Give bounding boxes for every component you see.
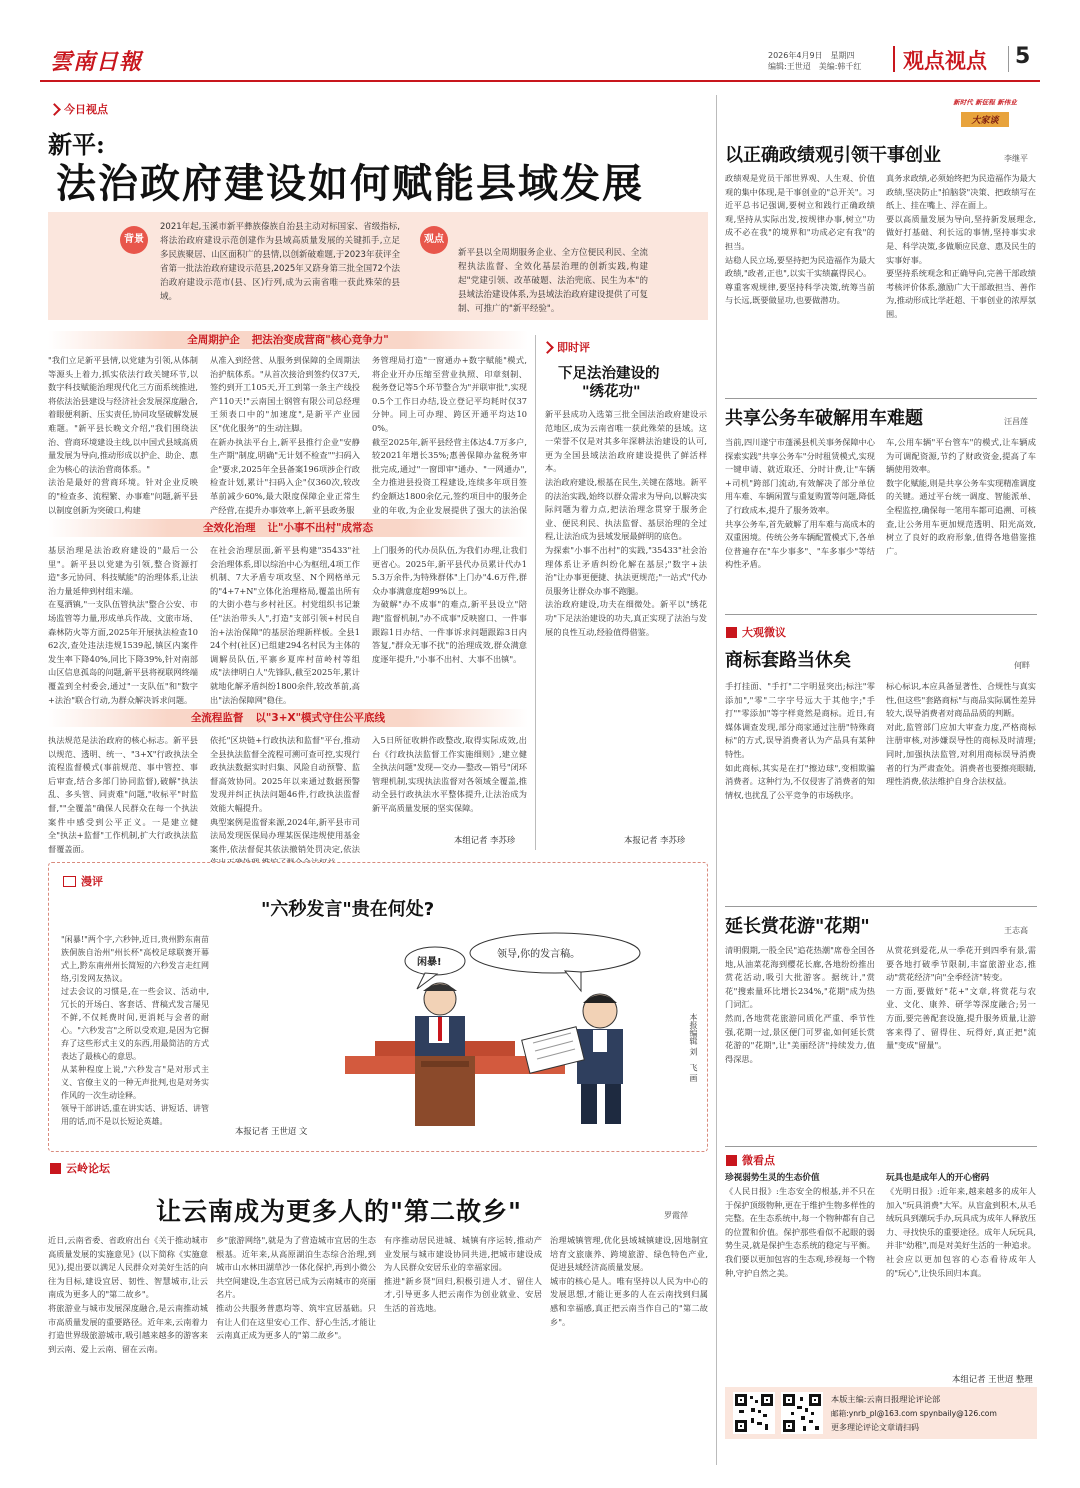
a3-author: 何畔 [1014, 661, 1030, 670]
micro-signature: 本组记者 王世迢 整理 [952, 1374, 1033, 1384]
a4-title: 延长赏花游"花期" [725, 916, 870, 937]
chevron-right-icon [541, 341, 554, 354]
comic-signature: 本报记者 王世迢 文 [235, 1126, 308, 1136]
page-column-divider [716, 95, 717, 1465]
forum-col4: 治理城镇管理,优化县域城镇建设,因地制宜培育文旅康养、跨境旅游、绿色特色产业,促进县域经济高质量发展。 城市的核心是人。唯有坚持以人民为中心的发展思想,才能让更多的人在云南找到归属感和幸福感,真正把云南当作自己的"第二故乡"。 [550, 1235, 708, 1327]
banner-line-1: 新时代 新征程 新伟业 [953, 98, 1017, 107]
viewpoint-badge: 观点 [420, 226, 448, 254]
qr-code-icon[interactable] [733, 1392, 775, 1434]
page-number: 5 [1015, 44, 1031, 69]
bubble-left: 闲暴! [417, 957, 442, 968]
sec2-col3: 上门服务的代办员队伍,为我们办理,让我们更省心。2025年,新平县代办员累计代办15.3万余件,为特殊群体"上门办"4.6万件,群众办事满意度超99%以上。 为破解"办不成事"的难点,新平县设立"陪跑"监督机制,"办不成事"反映窗口、一件事跟踪1日办结、一件事诉求问题跟踪3日内答复,"群众无事不扰"的治理成效,群众满意度逐年提升,"小事不出村、大事不出镇"。 [372, 545, 527, 664]
a1-author: 李继平 [1004, 154, 1028, 163]
bubble-right: 领导,你的发言稿。 [497, 949, 581, 960]
headline: 法治政府建设如何赋能县域发展 [56, 161, 644, 207]
background-text: 2021年起,玉溪市新平彝族傣族自治县主动对标国家、省级指标,将法治政府建设示范创建作为县域高质量发展的关键抓手,立足多民族聚居、山区面积广的县情,以创新破难题,于2023年获评全省第一批法治政府建设示范县,2025年又跻身第三批全国72个法治政府建设示范市(县、区)行列,成为云南省唯一获此殊荣的县域。 [160, 222, 400, 302]
comic-text: "闲暴!"两个字,六秒钟,近日,贵州黔东南苗族侗族自治州"州长杯"高校足球联赛开幕式上,黔东南州州长简短的六秒发言走红网络,引发网友热议。 过去会议的习惯是,在一些会议、活动中,冗长的开场白、客套话、背稿式发言屡见不鲜,不仅耗费时间,更消耗与会者的耐心。"六秒发言"之所以受欢迎,是因为它摒弃了这些形式主义的东西,用最简洁的方式表达了最核心的意思。 从某种程度上说,"六秒发言"是对形式主义、官僚主义的一种无声批判,也是对务实作风的一次生动诠释。 领导干部讲话,重在讲实话、讲短话、讲管用的话,而不是以长短论英雄。 [61, 935, 209, 1126]
a3-tag: 大观微议 [726, 624, 786, 640]
square-icon [726, 1155, 737, 1166]
sec1-col3: 务管理局打造"一窗通办+数字赋能"模式,将企业开办压缩至营业执照、印章刻制、税务登记等5个环节整合为"并联审批",实现0.5个工作日办结,设立登记平均耗时仅37分钟。同上可办理、跨区开通平均达100%。 截至2025年,新平县经营主体达4.7万多户,较2021年增长35%;惠善保障办盆税务审批完成,通过"一窗即审"通办、"一网通办",全力推进县投资工程建设,连续多年项目签约金额达1800余亿元,签约项目中的服务企业的年收,为企业发展提供了强大的法治保 [372, 355, 527, 515]
footer-line-1: 本版主编:云南日报理论评论部 [831, 1394, 941, 1404]
a1-col2: 真务求政绩,必须始终把为民造福作为最大政绩,坚决防止"拍脑袋"决策、把政绩写在纸上、挂在嘴上、浮在面上。 要以高质量发展为导向,坚持新发展理念,做好打基础、利长远的事情,坚持事实求是、科学决策,多做顺应民意、惠及民生的实事好事。 要坚持系统观念和正确导向,完善干部政绩考核评价体系,激励广大干部敢担当、善作为,推动形成比学赶超、干事创业的浓厚氛围。 [886, 173, 1036, 319]
section-name: 观点视点 [903, 49, 987, 73]
issue-date: 2026年4月9日 星期四 [768, 51, 855, 60]
review-signature: 本报记者 李苏珍 [624, 835, 686, 845]
sec3-col3: 入5日所征收耕作政整改,取得实际成效,出台《行政执法监督工作实施细则》,建立健全执法问题"发现—交办—整改—销号"闭环管理机制,实现执法监督对各领域全覆盖,推动全县行政执法水平整体提升,让法治成为新平高质量发展的坚实保障。 [372, 735, 527, 813]
forum-author: 罗霞萍 [664, 1211, 688, 1220]
image-icon [63, 876, 76, 887]
a3-title: 商标套路当休矣 [725, 650, 851, 671]
section-band-3: 全流程监督 以"3+X"模式守住公平底线 [48, 709, 528, 727]
sec3-col2: 依托"区块链+行政执法和监督"平台,推动全县执法监督全流程可溯可查可控,实现行政执法数据实时归集、风险自动预警、监督高效协同。2025年以来通过数据预警发现并纠正执法问题46件,行政执法监督效能大幅提升。 典型案例是监督来源,2024年,新平县市司法局发现医保局办理某医保违规使用基金案件,依法督促其依法撤销处罚决定,依法 [210, 735, 360, 854]
forum-col1: 近日,云南省委、省政府出台《关于推动城市高质量发展的实施意见》(以下简称《实施意见》),提出要以满足人民群众对美好生活的向往为目标,建设宜居、韧性、智慧城市,让云南成为更多人的"第二故乡"。 将旅游业与城市发展深度融合,是云南推动城市高质量发展的重要路径。近年来,云南着力打造世界级旅游城市,吸引越来越多的游客来到云南、爱上云南、留在云南。 [48, 1235, 208, 1354]
a1-title: 以正确政绩观引领干事创业 [725, 145, 941, 166]
kicker-tag: 今日视点 [50, 101, 108, 117]
a1-col1: 政绩观是党员干部世界观、人生观、价值观的集中体现,是干事创业的"总开关"。习近平总书记强调,要树立和践行正确政绩观,坚持从实际出发,按规律办事,树立"功成不必在我"的境界和"功成必定有我"的担当。 站稳人民立场,要坚持把为民造福作为最大政绩,"政者,正也",以实干实绩赢得民心。 尊重客观规律,要坚持科学决策,统筹当前与长远,既要做显功,也要做潜功。 [725, 173, 875, 306]
sec2-col2: 在社会治理层面,新平县构建"35433"社会治理体系,即以综治中心为枢纽,4项工作机制、7大矛盾专项攻坚、N个网格单元的"4+7+N"立体化治理格局,覆盖出所有的大街小巷与乡村社区。村党组织书记兼任"法治带头人",打造"支部引领+村民自治+法治保障"的基层治理新样板。全县124个村(社区)已组建294名村民为主体的调解员队伍,平寨乡夏库村苗岭村等组成"法律明白人"先锋队,截至2025年,累计就地化解矛盾纠纷1800余件,较改革前,高出"法治保障网"稳住。 [210, 545, 360, 705]
cartoonist-credit: 本报编辑 刘 飞 画 [689, 1013, 698, 1083]
sec3-signature: 本组记者 李苏珍 [454, 835, 516, 845]
review-title-1: 下足法治建设的 [558, 366, 660, 382]
sec1-col1: "我们立足新平县情,以党建为引领,从体制等源头上着力,抓实依法行政关键环节,以数字科技赋能治理现代化三方面系统推进,将依法治县建设与经济社会发展深度融合,着眼便利新、压实责任,协同攻坚破解发展难题。"新平县长晚文介绍,"我们围绕法治、营商环境建设主线,以中国式县域高质量发展为导向,推动形成以护企、助企、惠企为核心的法治营商体系。" 法治是最好的营商环境。针对企业反映的"检查多、流程繁、办事难"问题,新平县以制度创新为突破口,构建 [48, 355, 198, 515]
a2-col1: 当前,四川遂宁市蓬溪县机关事务保障中心探索实践"共享公务车"分时租赁模式,实现一键申请、就近取还、分时计费,让"车辆+司机"跨部门流动,有效解决了部分单位用车难、车辆闲置与重复购置等问题,降低了行政成本,提升了服务效率。 共享公务车,首先破解了用车难与高成本的双重困境。传统公务车辆配置模式下,各单位普遍存在"车少事多"、"车多事少"等结构性矛盾。 [725, 437, 875, 570]
review-title-2: "绣花功" [582, 384, 641, 400]
a4-col2: 从赏花到爱花,从一季花开到四季有景,需要各地打破季节限制,丰富旅游业态,推动"赏花经济"向"全季经济"转变。 一方面,要做好"花+"文章,将赏花与农业、文化、康养、研学等深度融合;另一方面,要完善配套设施,提升服务质量,让游客来得了、留得住、玩得好,真正把"流量"变成"留量"。 [886, 945, 1036, 1051]
masthead-rule [40, 80, 1040, 82]
section-band-1: 全周期护企 把法治变成营商"核心竞争力" [48, 331, 528, 349]
page-editors: 编辑:王世迢 美编:韩千红 [768, 62, 862, 71]
comic-text-2 [217, 933, 335, 1118]
footer-line-2[interactable]: 邮箱:ynrb_pl@163.com spynbaily@126.com [831, 1409, 997, 1418]
forum-tag: 云岭论坛 [50, 1160, 110, 1176]
a4-rule [725, 1146, 1037, 1147]
masthead-divider [893, 46, 895, 72]
footer-line-3: 更多理论评论文章请扫码 [831, 1423, 919, 1432]
forum-col2: 乡"旅游网络",就是为了营造城市宜居的生态根基。近年来,从高原湖泊生态综合治理,到城市山水林田湖草沙一体化保护,再到小微公共空间建设,生态宜居已成为云南城市的亮丽名片。 推动公共服务普惠均等、筑牢宜居基础。只有让人们在这里安心工作、舒心生活,才能让云南真正成为更多人的"第二故乡"。 [216, 1235, 376, 1341]
background-badge: 背景 [120, 226, 148, 254]
viewpoint-text: 新平县以全周期服务企业、全方位便民利民、全流程执法监督、全效化基层治理的创新实践,构建起"党建引领、改革破题、法治兜底、民生为本"的县域法治建设体系,为县域法治政府建设提供了可复制、可推广的"新平经验"。 [458, 248, 648, 314]
a2-rule [725, 614, 1037, 615]
newspaper-logo: 雲南日報 [50, 49, 143, 75]
forum-title: 让云南成为更多人的"第二故乡" [156, 1197, 523, 1226]
footer-box [725, 1387, 1037, 1439]
chevron-right-icon [48, 103, 61, 116]
comic-title: "六秒发言"贵在何处? [261, 899, 435, 920]
a4-author: 王志高 [1004, 926, 1028, 935]
sec3-col1: 执法规范是法治政府的核心标志。新平县以规范、透明、统一、"3+X"行政执法全流程监督模式(事前规范、事中管控、事后审查,结合多部门协同监督),破解"执法乱、多头管、同责难"问题,"收标平"时监督,""全覆盖"确保人民群众在每一个执法案件中感受到公平正义。一是建立健全"执法+监督"工作机制,扩大行政执法监督覆盖面。 [48, 735, 198, 854]
review-tag: 即时评 [543, 339, 590, 355]
a2-author: 汪昌莲 [1004, 417, 1028, 426]
sec1-col2: 从准入到经营、从服务到保障的全周期法治护航体系。"从首次接洽到签约仅37天,签约到开工105天,开工到第一条主产线投产110天!"云南国土钢管有限公司总经理王须表口中的"加速度",是新平产业园区"优化服务"的生动注脚。 在新办执法平台上,新平县推行企业"安静生产期"制度,明确"无计划不检查""扫码入企"要求,2025年全县备案196项涉企行政检查计划,累计"扫码入企"仅360次,较改革前减少60%,最大限度保障企业正常生产经营,在提升办事效率上,新平县政务服 [210, 355, 360, 515]
masthead-divider-2 [1008, 46, 1009, 72]
comic-box [48, 862, 708, 1152]
a4-col1: 清明假期,一股全民"追花热潮"席卷全国各地,从油菜花海到樱花长廊,各地纷纷推出赏花活动,吸引大批游客。据统计,"赏花"搜索量环比增长234%,"花期"成为热门词汇。 然而,各地赏花旅游同质化严重、季节性强,花期一过,景区便门可罗雀,如何延长赏花游的"花期",让"美丽经济"持续发力,值得深思。 [725, 945, 875, 1064]
m2-title: 玩具也是成年人的开心密码 [886, 1173, 990, 1183]
square-icon [50, 1163, 61, 1174]
section-band-2: 全效化治理 让"小事不出村"成常态 [48, 519, 528, 537]
qr-code-icon-2[interactable] [781, 1392, 823, 1434]
review-divider [535, 335, 536, 850]
banner-line-2: 大家谈 [961, 112, 1008, 127]
forum-col3: 有序推动居民进城、城镇有序运转,推动产业发展与城市建设协同共进,把城市建设成为人民群众安居乐业的幸福家园。 推进"新乡贤"回归,积极引进人才、留住人才,引导更多人把云南作为创业就业、安居生活的首选地。 [384, 1235, 542, 1313]
sec2-col1: 基层治理是法治政府建设的"最后一公里"。新平县以党建为引领,整合资源打造"多元协同、科技赋能"的治理体系,让法治力量延伸到村组末端。 在戛洒镇,"一支队伍管执法"整合公安、市场监管等力量,形成单兵作战、文旅市场、森林防火等方面,2025年开展执法检查1062次,查处违法违规1539起,镇区内案件发生率下降40%,同比下降39%,针对南部山区信息孤岛的问题,新平县将视联网终端覆盖到全村委会,通过"一支队伍"和"数字+法治"联合行动,为群众解决诉求问题。 [48, 545, 198, 705]
m1-title: 珍视弱势生灵的生态价值 [725, 1173, 820, 1183]
masthead [0, 0, 1080, 78]
talk-banner [930, 97, 1040, 131]
comic-tag: 漫评 [63, 873, 103, 889]
m2-text: 《光明日报》:近年来,越来越多的成年人加入"玩具消费"大军。从盲盒到积木,从毛绒玩具到潮玩手办,玩具成为成年人释放压力、寻找快乐的重要途径。成年人玩玩具,并非"幼稚",而是对美好生活的一种追求。社会应以更加包容的心态看待成年人的"玩心",让快乐回归本真。 [886, 1186, 1036, 1278]
m1-text: 《人民日报》:生态安全的根基,并不只在于保护顶级物种,更在于维护生物多样性的完整。在生态系统中,每一个物种都有自己的位置和价值。保护那些看似不起眼的弱势生灵,就是保护生态系统的稳定与平衡。我们要以更加包容的生态观,珍视每一个物种,守护自然之美。 [725, 1186, 875, 1278]
headline-pre: 新平: [48, 130, 105, 159]
intro-box [48, 212, 708, 320]
a3-col1: 手打挂面、"手打"二字明显突出;标注"零添加","零"二字字号远大于其他字;"手打""零添加"等字样竟然是商标。近日,有媒体调查发现,部分商家通过注册"特殊商标"的方式,误导消费者认为产品具有某种特性。 如此商标,其实是在打"擦边球",变相欺骗消费者。这种行为,不仅侵害了消费者的知情权,也扰乱了公平竞争的市场秩序。 [725, 681, 875, 800]
review-text: 新平县成功入选第三批全国法治政府建设示范地区,成为云南省唯一获此殊荣的县域。这一荣誉不仅是对其多年深耕法治建设的认可,更为全国县域法治政府建设提供了鲜活样本。 法治政府建设,根基在民生,关键在落地。新平的法治实践,始终以群众需求为导向,以解决实际问题为着力点,把法治理念贯穿于服务企业、便民利民、执法监督、基层治理的全过程,让法治成为县域发展最鲜明的底色。 为探索"小事不出村"的实践,"35433"社会治理体系让矛盾纠纷化解在基层;"数字+法治"让办事更便捷、执法更规范;"一站式"代办员服务让群众办事不跑腿。 法治政府建设,功夫在细微处。新平以"绣花功"下足法治建设的功夫,真正实现了法治与发展的良性互动,经验值得借鉴。 [545, 409, 707, 637]
square-icon [726, 627, 737, 638]
a3-col2: 标心标识,本应具备显著性、合规性与真实性,但这些"套路商标"与商品实际属性差异较大,误导消费者对商品品质的判断。 对此,监管部门应加大审查力度,严格商标注册审核,对涉嫌误导性的商标及时清理;同时,加强执法监管,对利用商标误导消费者的行为严肃查处。消费者也要擦亮眼睛,理性消费,依法维护自身合法权益。 [886, 681, 1036, 787]
a1-rule [725, 398, 1037, 399]
micro-tag: 微看点 [726, 1152, 775, 1168]
a2-title: 共享公务车破解用车难题 [725, 408, 923, 429]
a2-col2: 车,公用车辆"平台管车"的模式,让车辆成为可调配资源,节约了财政资金,提高了车辆使用效率。 数字化赋能,则是共享公务车实现精准调度的关键。通过平台统一调度、智能派单、全程监控,确保每一笔用车都可追溯、可核查,让公务用车更加规范透明、阳光高效,树立了良好的政府形象,值得各地借鉴推广。 [886, 437, 1036, 556]
a3-rule [725, 906, 1037, 907]
